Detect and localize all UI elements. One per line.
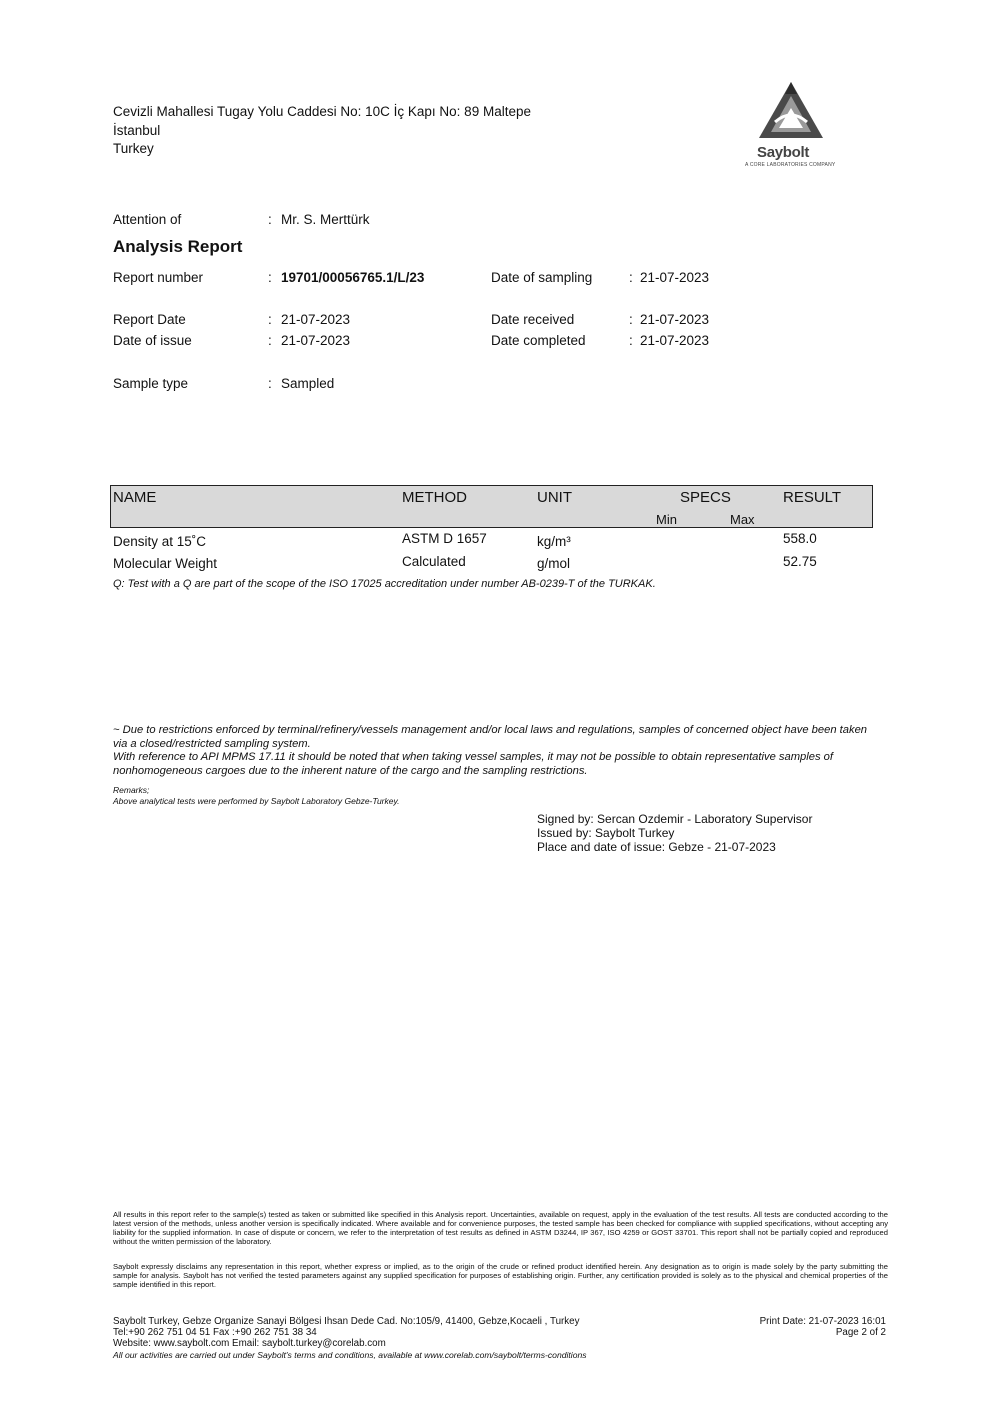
date-completed-label: Date completed <box>491 333 586 348</box>
col-header-specs: SPECS <box>680 489 731 506</box>
col-header-result: RESULT <box>783 489 842 506</box>
sample-type-label: Sample type <box>113 376 189 391</box>
report-date-colon: : <box>268 312 272 327</box>
accreditation-note: Q: Test with a Q are part of the scope of the ISO 17025 accreditation under number AB-0239-T of the TURKAK. <box>113 578 656 590</box>
remarks <box>113 785 399 807</box>
date-of-sampling-colon: : <box>629 270 633 285</box>
logo-name: Saybolt <box>757 144 810 161</box>
table-row-2-method: Calculated <box>402 554 466 569</box>
col-header-method: METHOD <box>402 489 467 506</box>
date-completed-colon: : <box>629 333 633 348</box>
report-title: Analysis Report <box>113 237 243 256</box>
report-date-label: Report Date <box>113 312 186 327</box>
report-number-colon: : <box>268 270 272 285</box>
table-row-1-unit: kg/m³ <box>537 534 571 549</box>
date-of-issue-label: Date of issue <box>113 333 192 348</box>
date-received-value: 21-07-2023 <box>640 312 710 327</box>
date-received-label: Date received <box>491 312 575 327</box>
footer-company-info <box>113 1316 587 1361</box>
footer-print-info <box>760 1316 886 1338</box>
footer-address: Saybolt Turkey, Gebze Organize Sanayi Bölgesi Ihsan Dede Cad. No:105/9, 41400, Gebze,Kocaeli , Turkey <box>113 1316 580 1327</box>
saybolt-logo <box>745 78 837 174</box>
attention-colon: : <box>268 212 272 227</box>
place-date-of-issue: Place and date of issue: Gebze - 21-07-2023 <box>537 840 776 854</box>
col-header-unit: UNIT <box>537 489 572 506</box>
remarks-text: Above analytical tests were performed by Saybolt Laboratory Gebze-Turkey. <box>113 796 400 806</box>
date-of-sampling-label: Date of sampling <box>491 270 593 285</box>
logo-tagline: A CORE LABORATORIES COMPANY <box>745 162 836 168</box>
sampling-disclaimer <box>113 724 883 778</box>
sender-address <box>113 103 531 159</box>
table-row-2-unit: g/mol <box>537 556 571 571</box>
disclaimer-paragraph-1: ~ Due to restrictions enforced by terminal/refinery/vessels management and/or local laws and regulations, samples of concerned object have been taken via a closed/restricted sampling system. <box>113 724 868 750</box>
footer-terms: All our activities are carried out under Saybolt's terms and conditions, available at www.corelab.com/saybolt/terms-conditions <box>113 1349 587 1360</box>
page-number: Page 2 of 2 <box>835 1327 886 1339</box>
date-of-issue-colon: : <box>268 333 272 348</box>
legal-paragraph-1: All results in this report refer to the sample(s) tested as taken or submitted like specified in this Analysis report. Uncertainties, available on request, apply in the evaluation of the test results. All tests are conducted according to the latest version of the methods, unless another version is specifically indicated. Where available and for convenience purposes, the tested sample has been checked for compliance with supplied specifications, without accepting any liability for the supplied information. In case of dispute or concern, we refer to the interpretation of test results as defined in ASTM D3244, IP 367, ISO 4259 or GOST 33701. This report shall not be partially copied and reproduced without the written permission of the laboratory. <box>113 1210 888 1247</box>
results-table-header <box>110 485 873 528</box>
report-number-value: 19701/00056765.1/L/23 <box>281 270 425 285</box>
report-date-value: 21-07-2023 <box>281 312 351 327</box>
table-row-2-name: Molecular Weight <box>113 556 218 571</box>
date-of-sampling-value: 21-07-2023 <box>640 270 710 285</box>
issued-by: Issued by: Saybolt Turkey <box>537 826 675 840</box>
attention-label: Attention of <box>113 212 182 227</box>
remarks-label: Remarks; <box>113 785 150 795</box>
sample-type-colon: : <box>268 376 272 391</box>
address-line-2: İstanbul <box>113 122 161 138</box>
signature-block <box>537 812 812 854</box>
saybolt-triangle-icon <box>745 78 837 144</box>
date-completed-value: 21-07-2023 <box>640 333 710 348</box>
col-header-name: NAME <box>113 489 157 506</box>
sample-type-value: Sampled <box>281 376 335 391</box>
legal-paragraph-2: Saybolt expressly disclaims any representation in this report, whether express or implied, as to the origin of the crude or refined product identified herein. Any designation as to origin is made solely by the party submitting the sample for analysis. Saybolt has not verified the tested parameters against any supplied specification for purposes of establishing origin. Further, any certification provided is solely as to the physical and chemical properties of the sample identified in this report. <box>113 1262 888 1290</box>
attention-value: Mr. S. Merttürk <box>281 212 370 227</box>
footer-phone: Tel:+90 262 751 04 51 Fax :+90 262 751 38 34 <box>113 1327 317 1339</box>
table-row-1-method: ASTM D 1657 <box>402 531 487 546</box>
col-header-max: Max <box>730 512 755 527</box>
table-row-2-result: 52.75 <box>783 554 817 569</box>
date-received-colon: : <box>629 312 633 327</box>
col-header-min: Min <box>656 512 677 527</box>
report-number-label: Report number <box>113 270 204 285</box>
date-of-issue-value: 21-07-2023 <box>281 333 351 348</box>
print-date: Print Date: 21-07-2023 16:01 <box>759 1316 886 1327</box>
signed-by: Signed by: Sercan Ozdemir - Laboratory Supervisor <box>537 812 813 826</box>
address-line-3: Turkey <box>113 141 154 156</box>
table-row-1-name: Density at 15˚C <box>113 534 207 549</box>
address-line-1: Cevizli Mahallesi Tugay Yolu Caddesi No: 10C İç Kapı No: 89 Maltepe <box>113 104 531 119</box>
disclaimer-paragraph-2: With reference to API MPMS 17.11 it should be noted that when taking vessel samples, it may not be possible to obtain representative samples of nonhomogeneous cargoes due to the inherent nature of the cargo and the sampling restrictions. <box>113 751 834 777</box>
footer-website-email: Website: www.saybolt.com Email: saybolt.turkey@corelab.com <box>113 1338 386 1350</box>
table-row-1-result: 558.0 <box>783 531 817 546</box>
